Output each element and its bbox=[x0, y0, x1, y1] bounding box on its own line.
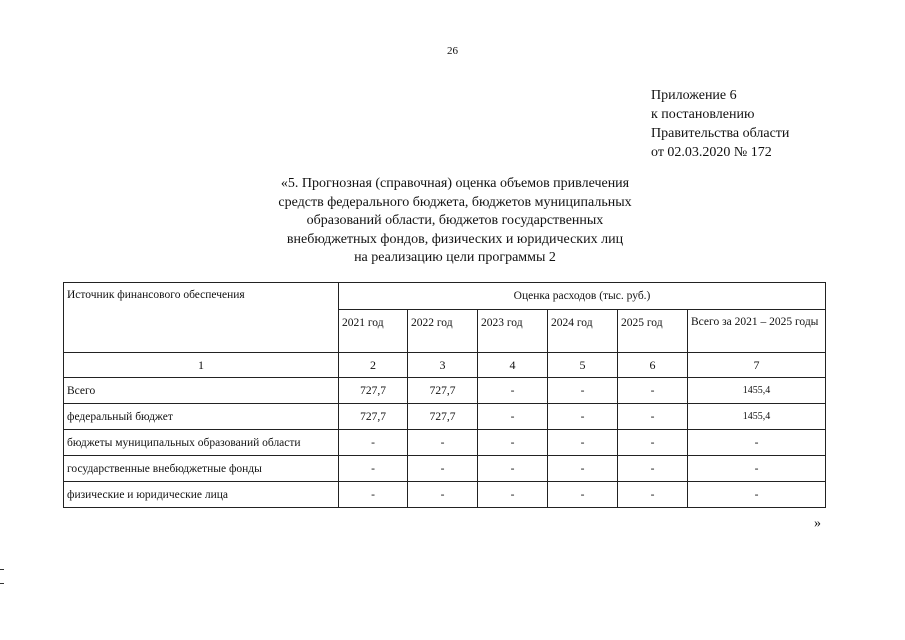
row-value: - bbox=[478, 430, 548, 456]
column-number: 7 bbox=[688, 353, 826, 378]
row-value: - bbox=[618, 378, 688, 404]
row-total: - bbox=[688, 430, 826, 456]
row-value: 727,7 bbox=[408, 378, 478, 404]
budget-table bbox=[63, 282, 826, 508]
heading-line: средств федерального бюджета, бюджетов муниципальных bbox=[278, 194, 632, 210]
closing-quote: » bbox=[814, 516, 821, 531]
row-value: - bbox=[478, 456, 548, 482]
year-header: 2025 год bbox=[618, 310, 688, 353]
total-header: Всего за 2021 – 2025 годы bbox=[688, 310, 826, 353]
appendix-line: Правительства области bbox=[651, 126, 790, 141]
expense-estimate-header: Оценка расходов (тыс. руб.) bbox=[339, 283, 826, 310]
row-total: - bbox=[688, 482, 826, 508]
year-header: 2024 год bbox=[548, 310, 618, 353]
row-label: Всего bbox=[64, 378, 339, 404]
row-value: - bbox=[618, 430, 688, 456]
row-value: - bbox=[478, 404, 548, 430]
column-number: 4 bbox=[478, 353, 548, 378]
heading-line: на реализацию цели программы 2 bbox=[354, 250, 556, 265]
row-value: - bbox=[478, 482, 548, 508]
row-value: - bbox=[339, 482, 408, 508]
column-number: 3 bbox=[408, 353, 478, 378]
table-row bbox=[64, 430, 826, 456]
scan-edge-mark bbox=[0, 583, 4, 584]
column-number: 2 bbox=[339, 353, 408, 378]
table-row bbox=[64, 378, 826, 404]
heading-line: образований области, бюджетов государственных bbox=[306, 213, 604, 228]
column-number-row bbox=[64, 353, 826, 378]
table-row bbox=[64, 482, 826, 508]
row-label: федеральный бюджет bbox=[64, 404, 339, 430]
row-value: 727,7 bbox=[408, 404, 478, 430]
row-total: 1455,4 bbox=[688, 404, 826, 430]
row-value: - bbox=[339, 456, 408, 482]
row-value: - bbox=[548, 404, 618, 430]
heading-line: внебюджетных фондов, физических и юридических лиц bbox=[286, 231, 624, 247]
row-value: - bbox=[339, 430, 408, 456]
row-value: 727,7 bbox=[339, 378, 408, 404]
row-value: - bbox=[548, 482, 618, 508]
row-value: - bbox=[618, 482, 688, 508]
page-number: 26 bbox=[447, 45, 458, 57]
year-header: 2023 год bbox=[478, 310, 548, 353]
appendix-line: Приложение 6 bbox=[651, 88, 737, 103]
heading-line: «5. Прогнозная (справочная) оценка объемов привлечения bbox=[280, 176, 630, 191]
scan-edge-mark bbox=[0, 569, 4, 570]
year-header: 2021 год bbox=[339, 310, 408, 353]
row-value: - bbox=[408, 482, 478, 508]
row-label: государственные внебюджетные фонды bbox=[64, 456, 339, 482]
column-number: 1 bbox=[64, 353, 339, 378]
row-value: - bbox=[618, 404, 688, 430]
year-header: 2022 год bbox=[408, 310, 478, 353]
table-row bbox=[64, 404, 826, 430]
row-value: - bbox=[408, 456, 478, 482]
row-label: физические и юридические лица bbox=[64, 482, 339, 508]
row-label: бюджеты муниципальных образований области bbox=[64, 430, 339, 456]
row-total: - bbox=[688, 456, 826, 482]
appendix-block bbox=[651, 86, 789, 162]
table-row bbox=[64, 456, 826, 482]
row-value: - bbox=[618, 456, 688, 482]
row-value: - bbox=[408, 430, 478, 456]
row-value: - bbox=[548, 456, 618, 482]
row-value: 727,7 bbox=[339, 404, 408, 430]
row-total: 1455,4 bbox=[688, 378, 826, 404]
row-value: - bbox=[548, 430, 618, 456]
column-number: 6 bbox=[618, 353, 688, 378]
column-number: 5 bbox=[548, 353, 618, 378]
appendix-line: от 02.03.2020 № 172 bbox=[651, 145, 772, 160]
row-value: - bbox=[478, 378, 548, 404]
row-value: - bbox=[548, 378, 618, 404]
appendix-line: к постановлению bbox=[651, 107, 755, 122]
section-heading bbox=[240, 175, 670, 268]
source-header: Источник финансового обеспечения bbox=[64, 283, 339, 353]
